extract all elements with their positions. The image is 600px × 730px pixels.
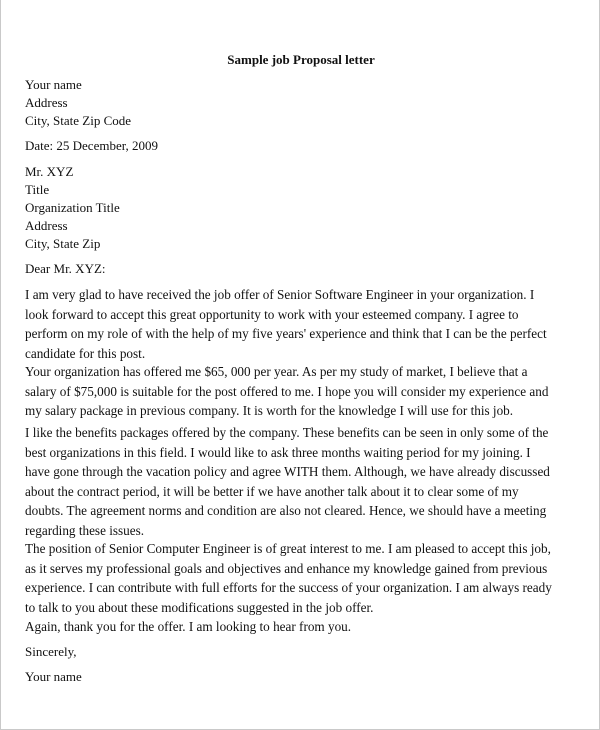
paragraph-3 xyxy=(25,423,580,541)
paragraph-line: to talk to you about these modifications suggested in the job offer. xyxy=(25,599,374,615)
paragraph-line: experience. I can contribute with full efforts for the success of your organization. I am always ready xyxy=(25,580,552,596)
paragraph-line: regarding these issues. xyxy=(25,522,145,538)
recipient-city: City, State Zip xyxy=(25,236,101,251)
paragraph-line: candidate for this post. xyxy=(25,345,146,361)
recipient-name: Mr. XYZ xyxy=(25,164,74,179)
paragraph-line: I like the benefits packages offered by the company. These benefits can be seen in only some of the xyxy=(25,425,549,440)
sender-city: City, State Zip Code xyxy=(25,113,132,128)
paragraph-line: Your organization has offered me $65, 000 per year. As per my study of market, I believe that a xyxy=(25,364,528,379)
paragraph-line: perform on my role of with the help of my five years' experience and think that I can be the perfect xyxy=(25,326,547,342)
letter-date: Date: 25 December, 2009 xyxy=(25,138,159,153)
paragraph-line: doubts. The agreement norms and condition are also not cleared. Hence, we should have a meeting xyxy=(25,503,547,519)
paragraph-4 xyxy=(25,539,580,617)
paragraph-line: I am very glad to have received the job offer of Senior Software Engineer in your organization. I xyxy=(25,287,535,302)
document-title: Sample job Proposal letter xyxy=(227,52,375,67)
paragraph-line: look forward to accept this great opportunity to work with your esteemed company. I agree to xyxy=(25,306,519,322)
closing: Sincerely, xyxy=(25,644,77,659)
salutation: Dear Mr. XYZ: xyxy=(25,261,106,276)
sender-name: Your name xyxy=(25,77,82,92)
paragraph-line: salary of $75,000 is suitable for the post offered to me. I hope you will consider my experience and xyxy=(25,383,549,399)
paragraph-line: my salary package in previous company. It is worth for the knowledge I will use for this job. xyxy=(25,403,514,419)
paragraph-line: have gone through the vacation policy and agree WITH them. Although, we have already discussed xyxy=(25,464,550,480)
recipient-address: Address xyxy=(25,218,68,233)
paragraph-2 xyxy=(25,362,580,421)
paragraph-line: about the contract period, it will be better if we have another talk about it to clear some of my xyxy=(25,483,519,499)
paragraph-line: as it serves my professional goals and objectives and enhance my knowledge gained from previous xyxy=(25,560,548,576)
paragraph-line: best organizations in this field. I would like to ask three months waiting period for my joining. I xyxy=(25,444,531,460)
paragraph-1 xyxy=(25,285,580,363)
recipient-organization: Organization Title xyxy=(25,200,120,215)
sender-address: Address xyxy=(25,95,68,110)
recipient-title: Title xyxy=(25,182,50,197)
paragraph-line: Again, thank you for the offer. I am looking to hear from you. xyxy=(25,619,352,634)
paragraph-5 xyxy=(25,617,580,637)
signature-name: Your name xyxy=(25,669,82,684)
paragraph-line: The position of Senior Computer Engineer is of great interest to me. I am pleased to accept this job, xyxy=(25,541,551,556)
